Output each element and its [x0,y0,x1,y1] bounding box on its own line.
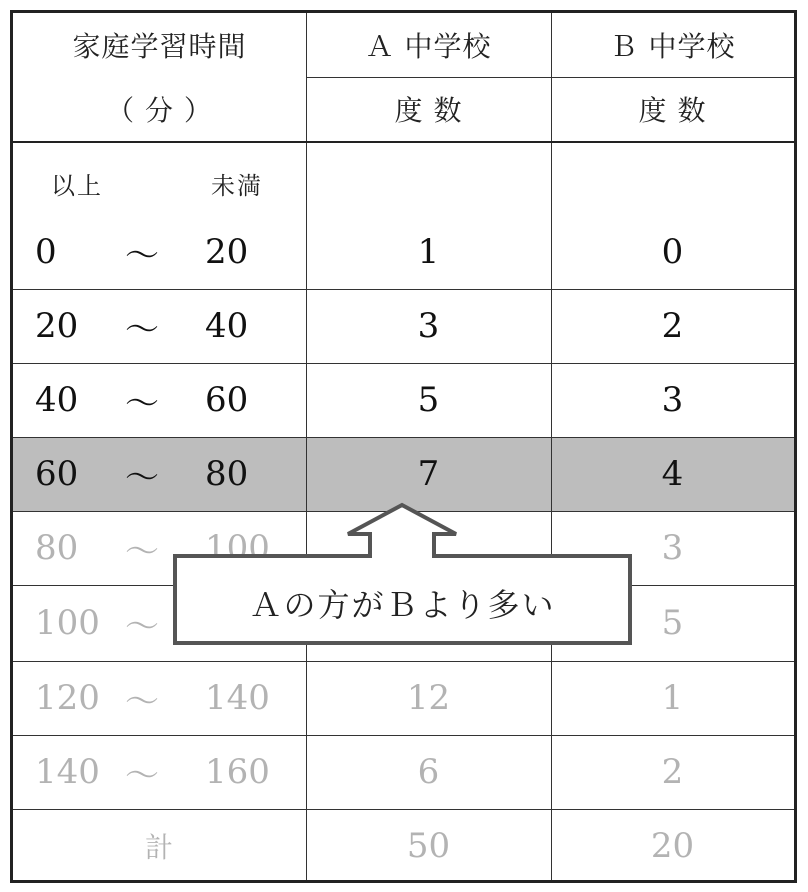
header-school-b-frequency: 度 数 [638,94,707,127]
range-upper: 80 [205,454,249,494]
range-lower: 20 [35,306,79,346]
range-lower: 100 [35,603,100,643]
range-separator: 〜 [125,531,159,572]
range-separator: 〜 [125,681,159,722]
school-a-frequency: 5 [417,380,440,420]
range-separator: 〜 [125,755,159,796]
range-lower: 40 [35,380,79,420]
school-b-frequency: 0 [661,232,684,272]
total-label: 計 [144,831,174,864]
school-b-frequency: 3 [661,528,684,568]
school-b-frequency: 1 [661,678,684,718]
range-separator: 〜 [125,235,159,276]
header-school-a-frequency: 度 数 [394,94,463,127]
range-upper: 40 [205,306,249,346]
school-b-frequency: 4 [661,454,684,494]
range-upper: 100 [205,528,270,568]
header-minutes-unit: （ 分 ） [106,94,213,127]
school-a-frequency: 1 [417,232,440,272]
range-separator: 〜 [125,383,159,424]
range-lower: 120 [35,678,100,718]
school-b-frequency: 3 [661,380,684,420]
total-school-b: 20 [650,826,695,866]
range-lower: 80 [35,528,79,568]
subheader-lower-bound: 以上 [51,171,103,200]
range-lower: 140 [35,752,100,792]
school-a-frequency: 12 [406,678,451,718]
callout-text: Ａの方がＢより多い [249,586,556,624]
school-a-frequency: 6 [417,752,440,792]
range-upper: 60 [205,380,249,420]
school-b-frequency: 2 [661,752,684,792]
range-lower: 0 [35,232,57,272]
range-separator: 〜 [125,606,159,647]
header-study-time: 家庭学習時間 [72,30,247,63]
header-school-b: Ｂ 中学校 [609,30,736,63]
range-lower: 60 [35,454,79,494]
school-b-frequency: 5 [661,603,684,643]
range-upper: 140 [205,678,270,718]
school-a-frequency: 7 [417,454,440,494]
subheader-upper-bound: 未満 [211,171,263,200]
total-school-a: 50 [406,826,451,866]
range-separator: 〜 [125,309,159,350]
range-separator: 〜 [125,457,159,498]
header-school-a: Ａ 中学校 [365,30,492,63]
range-upper: 20 [205,232,249,272]
school-a-frequency: 3 [417,306,440,346]
school-b-frequency: 2 [661,306,684,346]
range-upper: 160 [205,752,270,792]
